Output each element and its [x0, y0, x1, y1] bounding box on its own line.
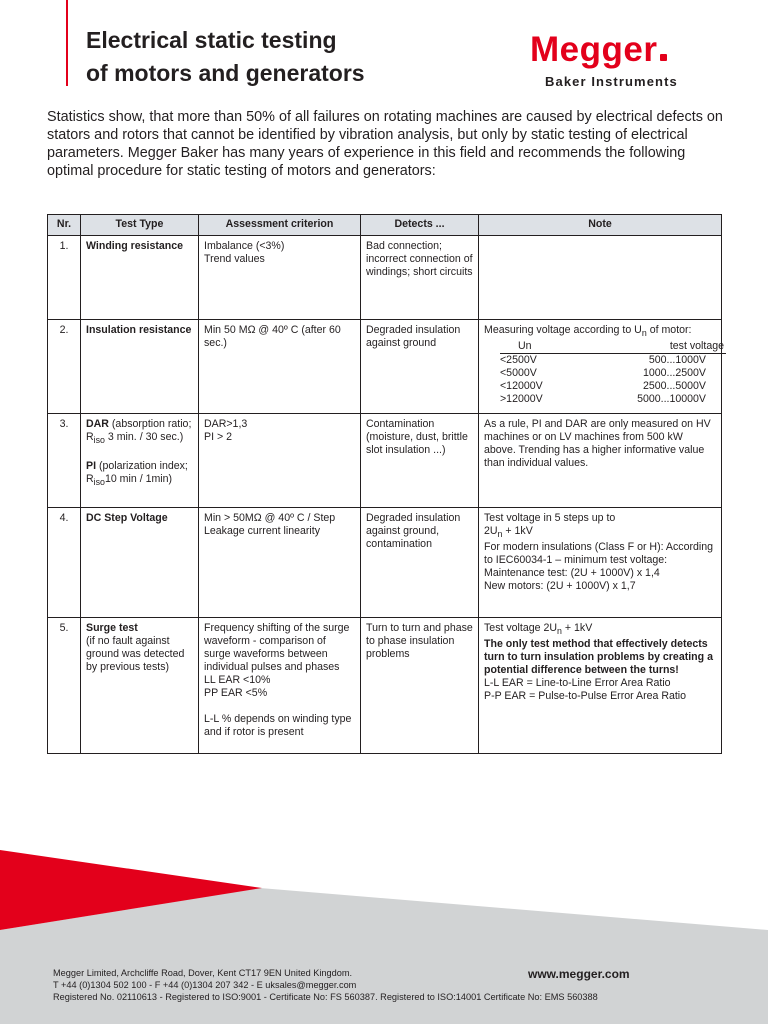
note-line: Maintenance test: (2U + 1000V) x 1,4 [484, 567, 660, 580]
note-text: + 1kV [561, 622, 593, 634]
cell-nr: 2. [48, 320, 81, 414]
table-row [48, 236, 722, 320]
cell-detects: Degraded insulation against ground, contamination [361, 508, 479, 618]
criterion-line: Frequency shifting of the surge waveform - comparison of surge waveforms between individual pulses and phases [204, 622, 350, 673]
pi-desc: 10 min / 1min) [104, 473, 173, 486]
footer-website-link[interactable]: www.megger.com [528, 967, 630, 981]
cell-detects: Bad connection; incorrect connection of windings; short circuits [361, 236, 479, 320]
note-subscript: n [641, 328, 647, 339]
pi-desc: (polarization index; R [86, 460, 188, 486]
note-line: New motors: (2U + 1000V) x 1,7 [484, 580, 636, 593]
dar-label: DAR [86, 418, 109, 430]
voltage-row [500, 354, 706, 367]
note-line [484, 525, 716, 541]
title-line-2: of motors and generators [86, 60, 365, 86]
cell-note: As a rule, PI and DAR are only measured on HV machines or on LV machines from 500 kW above. Trending has a higher informative value than individual values. [479, 414, 722, 508]
voltage-test: 500...1000V [648, 354, 706, 367]
voltage-un: >12000V [500, 393, 543, 406]
note-line [484, 622, 716, 638]
footer-line: Registered No. 02110613 - Registered to ISO:9001 - Certificate No: FS 560387. Registered to ISO:14001 Certificate No: EMS 560388 [53, 992, 598, 1002]
footer-address [53, 967, 598, 1003]
voltage-row [500, 380, 706, 393]
cell-nr: 3. [48, 414, 81, 508]
logo-wordmark: Megger [530, 30, 658, 69]
cell-test-type: DC Step Voltage [81, 508, 199, 618]
cell-criterion [199, 618, 361, 754]
cell-nr: 5. [48, 618, 81, 754]
col-header-assessment: Assessment criterion [199, 215, 361, 236]
cell-note [479, 320, 722, 414]
voltage-col-un: Un [518, 340, 532, 353]
cell-test-type [81, 414, 199, 508]
spacer [86, 447, 193, 460]
criterion-line: L-L % depends on winding type and if rotor is present [204, 713, 352, 738]
accent-rule [66, 0, 68, 86]
criterion-line: Imbalance (<3%) [204, 240, 285, 252]
cell-detects: Turn to turn and phase to phase insulation problems [361, 618, 479, 754]
cell-note [479, 508, 722, 618]
registered-mark-icon [660, 54, 667, 61]
note-line: Test voltage in 5 steps up to [484, 512, 616, 524]
cell-criterion [199, 414, 361, 508]
pi-label: PI [86, 460, 97, 473]
cell-detects: Degraded insulation against ground [361, 320, 479, 414]
voltage-row [500, 367, 706, 380]
cell-test-type [81, 618, 199, 754]
note-subscript: n [497, 529, 503, 540]
note-line: P-P EAR = Pulse-to-Pulse Error Area Ratio [484, 690, 687, 703]
dar-desc: 3 min. / 30 sec.) [104, 431, 184, 443]
cell-criterion: Min > 50MΩ @ 40º C / Step Leakage current linearity [199, 508, 361, 618]
note-emphasis: The only test method that effectively detects turn to turn insulation problems by creating a potential difference between the turns! [484, 638, 713, 677]
test-label: Surge test [86, 622, 138, 634]
title-line-1: Electrical static testing [86, 27, 337, 53]
test-procedure-table [47, 214, 722, 754]
voltage-un: <12000V [500, 380, 543, 393]
col-header-detects: Detects ... [361, 215, 479, 236]
cell-test-type: Winding resistance [81, 236, 199, 320]
cell-note [479, 236, 722, 320]
voltage-table-header [500, 340, 726, 354]
criterion-line: DAR>1,3 [204, 418, 248, 430]
megger-logo [530, 32, 720, 94]
note-text: of motor: [646, 324, 692, 336]
note-line: L-L EAR = Line-to-Line Error Area Ratio [484, 677, 671, 690]
cell-detects: Contamination (moisture, dust, brittle slot insulation ...) [361, 414, 479, 508]
voltage-row [500, 393, 706, 406]
pi-subscript: iso [93, 477, 105, 488]
note-intro [484, 324, 716, 340]
criterion-line: PP EAR <5% [204, 687, 268, 699]
pi-entry [86, 460, 193, 489]
note-text: Measuring voltage according to U [484, 324, 642, 336]
table-row [48, 320, 722, 414]
note-line: For modern insulations (Class F or H): According to IEC60034-1 – minimum test voltage: [484, 541, 714, 567]
cell-nr: 1. [48, 236, 81, 320]
dar-desc: (absorption ratio; R [86, 418, 192, 443]
note-subscript: n [557, 626, 562, 637]
page-title [86, 24, 365, 90]
intro-paragraph: Statistics show, that more than 50% of all failures on rotating machines are caused by electrical defects on stators and rotors that cannot be identified by vibration analysis, but only by static testing of electrical parameters. Megger Baker has many years of experience in this field and recommends the following optimal procedure for static testing of motors and generators: [47, 109, 723, 179]
note-text: 2U [484, 525, 498, 537]
logo-subtitle: Baker Instruments [545, 74, 678, 89]
footer-line: Megger Limited, Archcliffe Road, Dover, Kent CT17 9EN United Kingdom. [53, 968, 353, 978]
dar-subscript: iso [93, 435, 105, 446]
voltage-test: 5000...10000V [637, 393, 706, 406]
voltage-un: <5000V [500, 367, 537, 380]
table-row [48, 618, 722, 754]
col-header-test-type: Test Type [81, 215, 199, 236]
table-header-row [48, 215, 722, 236]
dar-entry [86, 418, 193, 447]
test-desc: (if no fault against ground was detected by previous tests) [86, 635, 185, 673]
table-row [48, 414, 722, 508]
voltage-test: 1000...2500V [642, 367, 706, 380]
spacer [204, 700, 355, 713]
voltage-test: 2500...5000V [642, 380, 706, 393]
note-text: + 1kV [502, 525, 533, 537]
voltage-col-test: test voltage [669, 340, 724, 353]
footer-line: T +44 (0)1304 502 100 - F +44 (0)1304 207 342 - E uksales@megger.com [53, 980, 357, 990]
criterion-line: Trend values [204, 253, 265, 265]
note-text: Test voltage 2U [484, 622, 558, 634]
cell-nr: 4. [48, 508, 81, 618]
table-row [48, 508, 722, 618]
cell-test-type: Insulation resistance [81, 320, 199, 414]
col-header-nr: Nr. [48, 215, 81, 236]
cell-note [479, 618, 722, 754]
criterion-line: LL EAR <10% [204, 674, 271, 686]
voltage-un: <2500V [500, 354, 537, 367]
criterion-line: PI > 2 [204, 431, 232, 443]
cell-criterion [199, 236, 361, 320]
cell-criterion: Min 50 MΩ @ 40º C (after 60 sec.) [199, 320, 361, 414]
col-header-note: Note [479, 215, 722, 236]
